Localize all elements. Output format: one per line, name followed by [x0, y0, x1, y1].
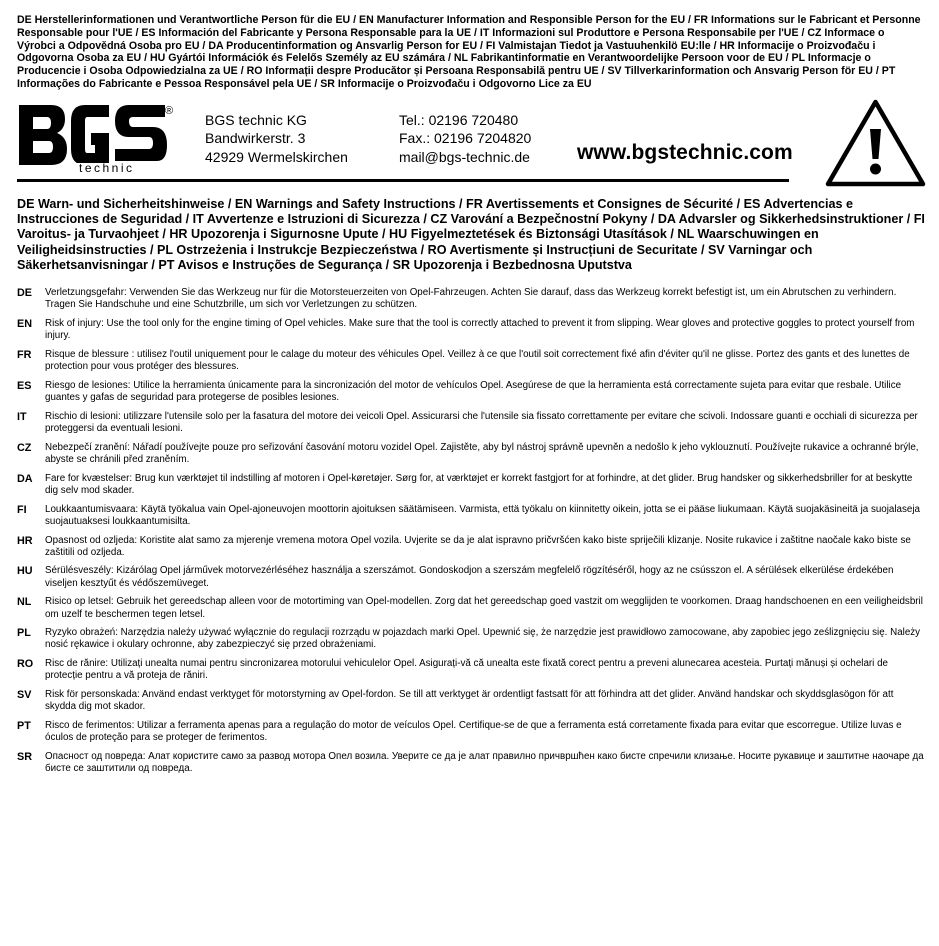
warning-text: Fare for kvæstelser: Brug kun værktøjet til indstilling af motoren i Opel-køretøjer. Sørg for, at værktøjet er korrekt fastgjort for at forhindre, at det glider. Brug handsker og sikkerhedsbriller for at beskytte dig selv mod skader. — [45, 472, 913, 496]
safety-heading: DE Warn- und Sicherheitshinweise / EN Warnings and Safety Instructions / FR Avertissements et Consignes de Sécurité / ES Advertencias e Instrucciones de Seguridad / IT Avvertenze e Istruzioni di Sicurezza / CZ Varování a Bezpečnostní Pokyny / DA Advarsler og Sikkerhedsinstruktioner / FI Varoitus- ja Turvaohjeet / HR Upozorenja i Sigurnosne Upute / HU Figyelmeztetések és Biztonsági Utasítások / NL Waarschuwingen en Veiligheidsinstructies / PL Ostrzeżenia i Instrukcje Bezpieczeństwa / RO Avertismente și Instrucțiuni de Securitate / SV Varningar och Säkerhetsanvisningar / PT Avisos e Instruções de Segurança / SR Upozorenja i Bezbednosna Uputstva — [17, 196, 925, 272]
warning-row — [17, 751, 926, 775]
warning-text: Nebezpečí zranění: Nářadí používejte pouze pro seřizování časování motoru vozidel Opel. Zajistěte, aby byl nástroj správně upevněn a nedošlo k jeho vyklouznutí. Používejte rukavice a ochranné brýle, abyste se chránili před zraněním. — [45, 441, 919, 465]
warning-text: Risque de blessure : utilisez l'outil uniquement pour le calage du moteur des véhicules Opel. Veillez à ce que l'outil soit correctement fixé afin d'éviter qu'il ne glisse. Portez des gants et des lunettes de protection pour vous protéger des blessures. — [45, 349, 910, 373]
warning-row — [17, 287, 926, 311]
warning-text: Risk of injury: Use the tool only for the engine timing of Opel vehicles. Make sure that the tool is correctly attached to prevent it from slipping. Wear gloves and protective goggles to protect yourself from injury. — [45, 318, 915, 342]
language-code: FI — [17, 503, 27, 516]
warning-text: Risico op letsel: Gebruik het gereedschap alleen voor de motortiming van Opel-modellen. Zorg dat het gereedschap goed vastzit om wegglijden te voorkomen. Draag handschoenen en een veiligheidsbril om uzelf te beschermen tegen letsel. — [45, 596, 923, 620]
company-name: BGS technic KG — [205, 111, 307, 128]
warning-row — [17, 596, 926, 620]
warning-row — [17, 627, 926, 651]
fax-number: Fax.: 02196 7204820 — [399, 130, 532, 147]
language-code: SR — [17, 750, 32, 763]
language-code: PL — [17, 627, 31, 640]
language-code: RO — [17, 658, 34, 671]
warning-text: Riesgo de lesiones: Utilice la herramienta únicamente para la sincronización del motor de vehículos Opel. Asegúrese de que la herramienta está correctamente sujeta para evitar que resbale. Utilice guantes y gafas de seguridad para protegerse de posibles lesiones. — [45, 379, 902, 404]
warning-text: Risc de rănire: Utilizați unealta numai pentru sincronizarea motorului vehiculelor Opel. Asigurați-vă că unealta este fixată corect pentru a preveni alunecarea acesteia. Purtați mănuși și ochelari de protecție pentru a vă proteja de răniri. — [45, 658, 888, 682]
warning-row — [17, 380, 926, 404]
language-code: HR — [17, 534, 33, 547]
manufacturer-info-heading: DE Herstellerinformationen und Verantwortliche Person für die EU / EN Manufacturer Information and Responsible Person for the EU / FR Informations sur le Fabricant et Personne Responsable pour l'UE / ES Información del Fabricante y Persona Responsable para la UE / IT Informazioni sul Produttore e Persona Responsabile per l'UE / CZ Informace o Výrobci a Odpovědná Osoba pro EU / DA Producentinformation og Ansvarlig Person for EU / FI Valmistajan Tiedot ja Vastuuhenkilö EU:lle / HR Informacije o Proizvođaču i Odgovorna Osoba za EU / HU Gyártói Információk és Felelős Személy az EU számára / NL Fabrikantinformatie en Verantwoordelijke Persoon voor de EU / PL Informacje o Producencie i Osoba Odpowiedzialna za UE / RO Informații despre Producător și Persoana Responsabilă pentru UE / SV Tillverkarinformation och Ansvarig Person för EU / PT Informações do Fabricante e Pessoa Responsável pela UE / SR Informacije o Proizvođaču i Odgovorno Lice za EU — [17, 14, 921, 90]
email-address: mail@bgs-technic.de — [399, 148, 530, 165]
website-url: www.bgstechnic.com — [577, 140, 793, 164]
language-code: PT — [17, 719, 31, 732]
warning-text: Sérülésveszély: Kizárólag Opel járművek motorvezérléséhez használja a szerszámot. Gondoskodjon a szerszám megfelelő rögzítéséről, hogy az ne csússzon el. A sérülések elkerülése érdekében viseljen kesztyűt és védőszemüveget. — [45, 565, 894, 589]
warning-text: Опасност од повреда: Алат користите само за развод мотора Опел возила. Уверите се да је алат правилно причвршћен како бисте спречили клизање. Носите рукавице и заштитне наочаре да бисте се заштитили од повреда. — [45, 750, 924, 775]
warning-row — [17, 504, 926, 528]
phone-number: Tel.: 02196 720480 — [399, 111, 519, 128]
company-address — [205, 111, 348, 167]
language-code: NL — [17, 596, 32, 609]
document-page — [17, 14, 926, 782]
warning-row — [17, 658, 926, 682]
language-code: HU — [17, 565, 33, 578]
company-city: 42929 Wermelskirchen — [205, 148, 348, 165]
warning-row — [17, 349, 926, 373]
brand-block — [17, 99, 926, 195]
warning-row — [17, 720, 926, 744]
warning-row — [17, 565, 926, 589]
language-code: FR — [17, 349, 32, 362]
language-code: DE — [17, 287, 32, 300]
warning-row — [17, 473, 926, 497]
divider — [17, 179, 789, 182]
warning-row — [17, 689, 926, 713]
language-code: CZ — [17, 441, 32, 454]
warning-row — [17, 318, 926, 342]
svg-text:technic: technic — [79, 160, 135, 173]
warning-text: Verletzungsgefahr: Verwenden Sie das Werkzeug nur für die Motorsteuerzeiten von Opel-Fahrzeugen. Achten Sie darauf, dass das Werkzeug korrekt befestigt ist, um ein Abrutschen zu verhindern. Tragen Sie Handschuhe und eine Schutzbrille, um sich vor Verletzungen zu schützen. — [45, 287, 897, 311]
warning-row — [17, 442, 926, 466]
warning-text: Risk för personskada: Använd endast verktyget för motorstyrning av Opel-fordon. Se till att verktyget är ordentligt fastsatt för att förhindra att det glider. Använd handskar och skyddsglasögon för att skydda dig mot skador. — [45, 689, 894, 713]
warnings-list — [17, 287, 926, 775]
company-contact — [399, 111, 531, 167]
language-code: ES — [17, 379, 32, 392]
language-code: EN — [17, 318, 32, 331]
language-code: IT — [17, 410, 27, 423]
warning-text: Risco de ferimentos: Utilizar a ferramenta apenas para a regulação do motor de veículos Opel. Certifique-se de que a ferramenta está corretamente fixada para evitar que escorregue. Utilize luvas e óculos de proteção para se proteger de ferimentos. — [45, 719, 902, 744]
svg-text:®: ® — [165, 104, 174, 117]
warning-text: Rischio di lesioni: utilizzare l'utensile solo per la fasatura del motore dei veicoli Opel. Assicurarsi che l'utensile sia fissato correttamente per evitare che scivoli. Indossare guanti e occhiali di sicurezza per proteggersi da eventuali lesioni. — [45, 410, 918, 435]
warning-row — [17, 411, 926, 435]
warning-triangle-icon — [825, 99, 926, 187]
warning-text: Loukkaantumisvaara: Käytä työkalua vain Opel-ajoneuvojen moottorin ajoituksen säätämiseen. Varmista, että työkalu on kiinnitetty oikein, jotta se ei pääse liukumaan. Käytä suojakäsineitä ja suojalaseja suojautuaksesi loukkaantumisilta. — [45, 503, 920, 527]
company-street: Bandwirkerstr. 3 — [205, 130, 306, 147]
bgs-logo — [17, 103, 177, 173]
warning-row — [17, 535, 926, 559]
language-code: DA — [17, 472, 33, 485]
warning-text: Ryzyko obrażeń: Narzędzia należy używać wyłącznie do regulacji rozrządu w pojazdach marki Opel. Upewnić się, że narzędzie jest prawidłowo zamocowane, aby zapobiec jego ześlizgnięciu się. Należy nosić rękawice i okulary ochronne, aby zabezpieczyć się przed obrażeniami. — [45, 627, 921, 651]
warning-text: Opasnost od ozljeda: Koristite alat samo za mjerenje vremena motora Opel vozila. Uvjerite se da je alat ispravno pričvršćen kako biste spriječili klizanje. Nosite rukavice i zaštitne naočale kako biste se zaštitili od ozljeda. — [45, 534, 911, 558]
language-code: SV — [17, 689, 32, 702]
